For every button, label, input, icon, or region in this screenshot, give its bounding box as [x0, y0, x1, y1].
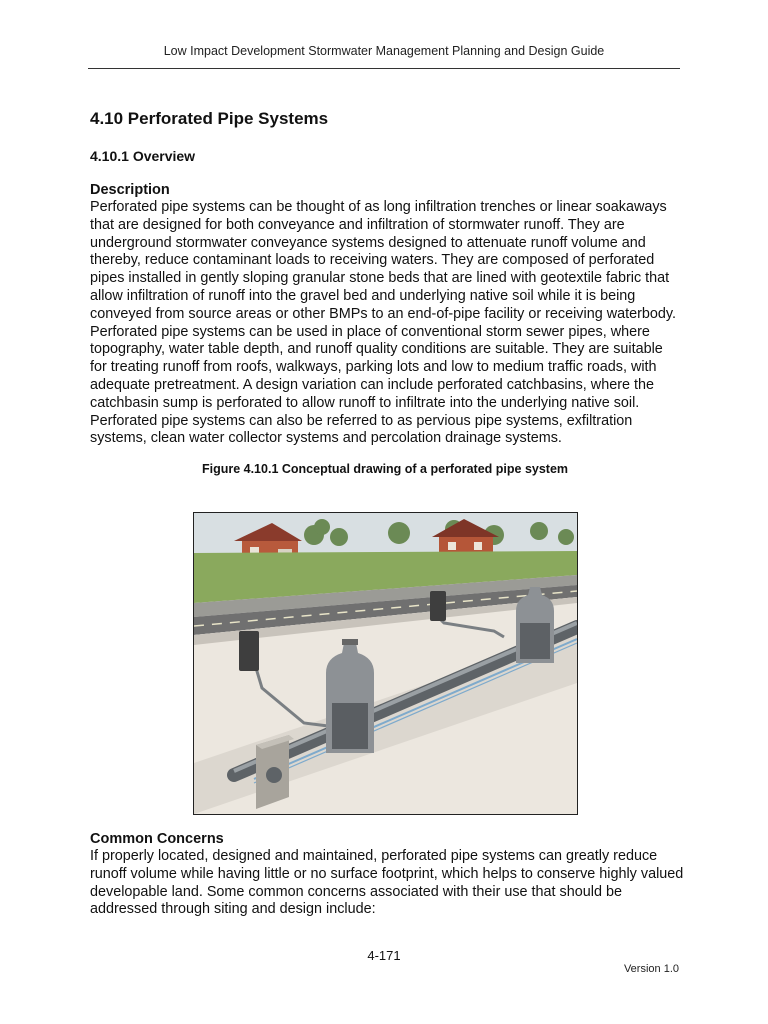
- concerns-section: [90, 830, 690, 919]
- concerns-heading: Common Concerns: [90, 831, 224, 847]
- section-title: 4.10 Perforated Pipe Systems: [90, 109, 329, 128]
- version-label: Version 1.0: [623, 963, 679, 975]
- page-header: Low Impact Development Stormwater Management Planning and Design Guide: [163, 44, 605, 58]
- perforated-pipe-illustration: [194, 513, 577, 814]
- perforated-pipe-figure: [193, 512, 578, 815]
- description-paragraph: Perforated pipe systems can be thought of as long infiltration trenches or linear soakaways that are designed for both conveyance and infiltration of stormwater runoff. They are underground stormwater conveyance systems designed to attenuate runoff volume and thereby, reduce contaminant loads to receiving waters. They are composed of perforated pipes installed in gently sloping granular stone beds that are lined with geotextile fabric that allow infiltration of runoff into the gravel bed and underlying native soil while it is being conveyed from source areas or other BMPs to an end-of-pipe facility or receiving waterbody. Perforated pipe systems can be used in place of conventional storm sewer pipes, where topography, water table depth, and runoff quality conditions are suitable. They are suitable for treating runoff from roofs, walkways, parking lots and low to medium traffic roads, with adequate pretreatment. A design variation can include perforated catchbasins, where the catchbasin sump is perforated to allow runoff to infiltrate into the underlying native soil. Perforated pipe systems can also be referred to as pervious pipe systems, exfiltration systems, clean water collector systems and percolation drainage systems.: [90, 199, 677, 447]
- subsection-title: 4.10.1 Overview: [90, 148, 196, 164]
- description-heading: Description: [90, 182, 170, 198]
- concerns-paragraph: If properly located, designed and maintained, perforated pipe systems can greatly reduce runoff volume while having little or no surface footprint, which helps to conserve highly valued developable land. Some common concerns associated with their use that should be addressed through siting and design include:: [90, 848, 684, 918]
- figure-caption: Figure 4.10.1 Conceptual drawing of a perforated pipe system: [201, 462, 569, 477]
- header-rule: [88, 68, 680, 69]
- catchbasin-right: [516, 587, 554, 663]
- page-number: 4-171: [367, 948, 401, 963]
- main-content: [90, 108, 682, 477]
